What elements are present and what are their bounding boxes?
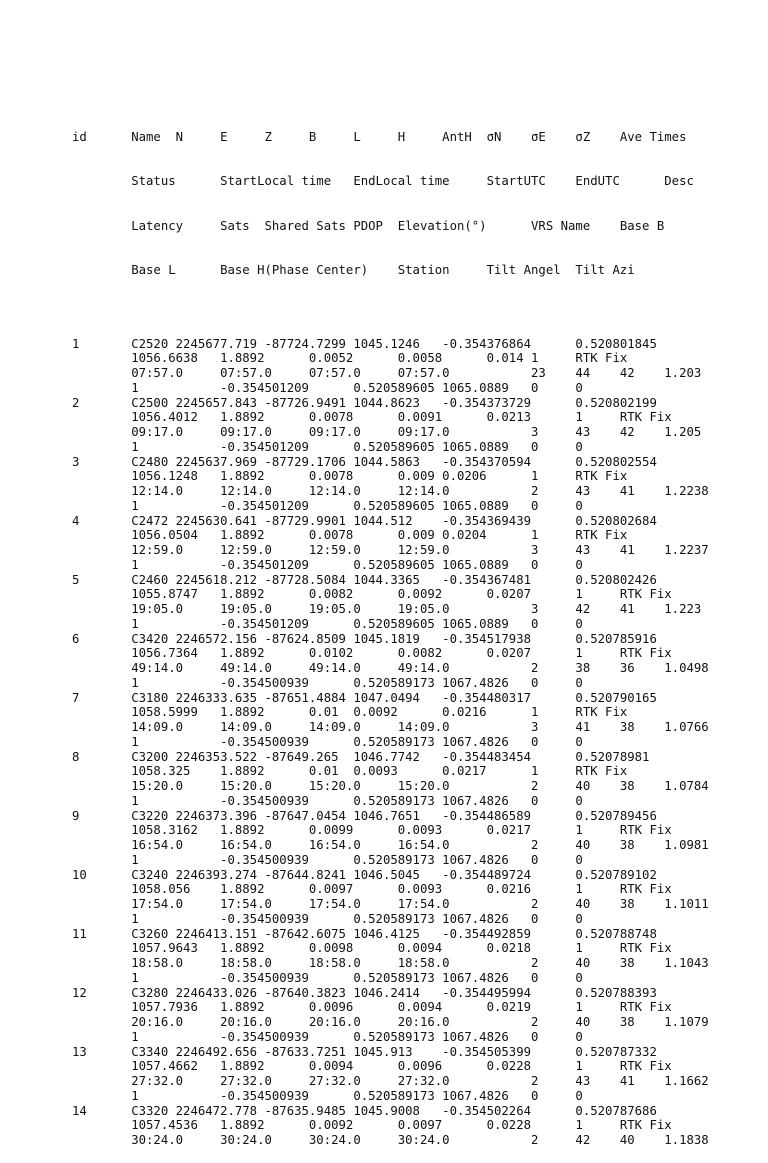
table-row bbox=[72, 986, 709, 1045]
record-line: 1 -0.354500939 0.520589173 1067.4826 0 0 bbox=[72, 1088, 583, 1103]
record-line: 1 -0.354501209 0.520589605 1065.0889 0 0 bbox=[72, 616, 583, 631]
record-line: 1 -0.354501209 0.520589605 1065.0889 0 0 bbox=[72, 557, 583, 572]
record-line: 15:20.0 15:20.0 15:20.0 15:20.0 2 40 38 1.0784 bbox=[72, 779, 709, 793]
record-line: 1 -0.354500939 0.520589173 1067.4826 0 0 bbox=[72, 793, 583, 808]
record-line: 1056.6638 1.8892 0.0052 0.0058 0.014 1 RTK Fix bbox=[72, 351, 628, 366]
record-line: 1058.5999 1.8892 0.01 0.0092 0.0216 1 RTK Fix bbox=[72, 705, 628, 720]
table-row bbox=[72, 337, 709, 396]
record-line: 1 -0.354500939 0.520589173 1067.4826 0 0 bbox=[72, 675, 583, 690]
table-header bbox=[72, 101, 709, 308]
table-row bbox=[72, 927, 709, 986]
table-row bbox=[72, 1045, 709, 1104]
record-line: 7 C3180 2246333.635 -87651.4884 1047.0494 -0.354480317 0.520790165 bbox=[72, 690, 657, 705]
record-line: 1058.325 1.8892 0.01 0.0093 0.0217 1 RTK Fix bbox=[72, 764, 628, 779]
record-line: 1 -0.354500939 0.520589173 1067.4826 0 0 bbox=[72, 852, 583, 867]
record-line: 1 -0.354501209 0.520589605 1065.0889 0 0 bbox=[72, 439, 583, 454]
record-line: 1056.1248 1.8892 0.0078 0.009 0.0206 1 RTK Fix bbox=[72, 469, 628, 484]
record-line: 14 C3320 2246472.778 -87635.9485 1045.9008 -0.354502264 0.520787686 bbox=[72, 1103, 657, 1118]
record-line: 1057.9643 1.8892 0.0098 0.0094 0.0218 1 RTK Fix bbox=[72, 941, 672, 956]
record-line: 1 -0.354501209 0.520589605 1065.0889 0 0 bbox=[72, 498, 583, 513]
record-line: 17:54.0 17:54.0 17:54.0 17:54.0 2 40 38 1.1011 bbox=[72, 897, 709, 911]
table-row bbox=[72, 632, 709, 691]
record-line: 09:17.0 09:17.0 09:17.0 09:17.0 3 43 42 1.205 bbox=[72, 425, 702, 439]
record-line: 20:16.0 20:16.0 20:16.0 20:16.0 2 40 38 1.1079 bbox=[72, 1015, 709, 1029]
header-line: Latency Sats Shared Sats PDOP Elevation(°) VRS Name Base B bbox=[72, 218, 665, 233]
record-line: 30:24.0 30:24.0 30:24.0 30:24.0 2 42 40 1.1838 bbox=[72, 1133, 709, 1147]
record-line: 1 -0.354500939 0.520589173 1067.4826 0 0 bbox=[72, 911, 583, 926]
record-line: 19:05.0 19:05.0 19:05.0 19:05.0 3 42 41 1.223 bbox=[72, 602, 702, 616]
record-line: 2 C2500 2245657.843 -87726.9491 1044.8623 -0.354373729 0.520802199 bbox=[72, 395, 657, 410]
record-line: 1056.7364 1.8892 0.0102 0.0082 0.0207 1 RTK Fix bbox=[72, 646, 672, 661]
record-line: 12:14.0 12:14.0 12:14.0 12:14.0 2 43 41 1.2238 bbox=[72, 484, 709, 498]
record-line: 1057.4662 1.8892 0.0094 0.0096 0.0228 1 RTK Fix bbox=[72, 1059, 672, 1074]
record-line: 1057.7936 1.8892 0.0096 0.0094 0.0219 1 RTK Fix bbox=[72, 1000, 672, 1015]
table-row bbox=[72, 396, 709, 455]
record-line: 14:09.0 14:09.0 14:09.0 14:09.0 3 41 38 1.0766 bbox=[72, 720, 709, 734]
record-line: 9 C3220 2246373.396 -87647.0454 1046.7651 -0.354486589 0.520789456 bbox=[72, 808, 657, 823]
records-list bbox=[72, 337, 709, 1148]
record-line: 1056.0504 1.8892 0.0078 0.009 0.0204 1 RTK Fix bbox=[72, 528, 628, 543]
record-line: 11 C3260 2246413.151 -87642.6075 1046.4125 -0.354492859 0.520788748 bbox=[72, 926, 657, 941]
record-line: 12 C3280 2246433.026 -87640.3823 1046.2414 -0.354495994 0.520788393 bbox=[72, 985, 657, 1000]
record-line: 27:32.0 27:32.0 27:32.0 27:32.0 2 43 41 1.1662 bbox=[72, 1074, 709, 1088]
record-line: 49:14.0 49:14.0 49:14.0 49:14.0 2 38 36 1.0498 bbox=[72, 661, 709, 675]
table-row bbox=[72, 514, 709, 573]
record-line: 1058.3162 1.8892 0.0099 0.0093 0.0217 1 RTK Fix bbox=[72, 823, 672, 838]
record-line: 1057.4536 1.8892 0.0092 0.0097 0.0228 1 RTK Fix bbox=[72, 1118, 672, 1133]
record-line: 1 -0.354500939 0.520589173 1067.4826 0 0 bbox=[72, 970, 583, 985]
record-line: 18:58.0 18:58.0 18:58.0 18:58.0 2 40 38 1.1043 bbox=[72, 956, 709, 970]
table-row bbox=[72, 573, 709, 632]
record-line: 1056.4012 1.8892 0.0078 0.0091 0.0213 1 RTK Fix bbox=[72, 410, 672, 425]
record-line: 1055.8747 1.8892 0.0082 0.0092 0.0207 1 RTK Fix bbox=[72, 587, 672, 602]
record-line: 5 C2460 2245618.212 -87728.5084 1044.3365 -0.354367481 0.520802426 bbox=[72, 572, 657, 587]
record-line: 12:59.0 12:59.0 12:59.0 12:59.0 3 43 41 1.2237 bbox=[72, 543, 709, 557]
table-row bbox=[72, 1104, 709, 1148]
record-line: 16:54.0 16:54.0 16:54.0 16:54.0 2 40 38 1.0981 bbox=[72, 838, 709, 852]
header-line: id Name N E Z B L H AntH σN σE σZ Ave Times bbox=[72, 130, 687, 144]
header-line: Status StartLocal time EndLocal time StartUTC EndUTC Desc bbox=[72, 174, 694, 189]
record-line: 13 C3340 2246492.656 -87633.7251 1045.913 -0.354505399 0.520787332 bbox=[72, 1044, 657, 1059]
record-line: 3 C2480 2245637.969 -87729.1706 1044.5863 -0.354370594 0.520802554 bbox=[72, 454, 657, 469]
document-page bbox=[72, 71, 709, 1163]
record-line: 1058.056 1.8892 0.0097 0.0093 0.0216 1 RTK Fix bbox=[72, 882, 672, 897]
table-row bbox=[72, 868, 709, 927]
record-line: 1 -0.354500939 0.520589173 1067.4826 0 0 bbox=[72, 734, 583, 749]
record-line: 1 -0.354501209 0.520589605 1065.0889 0 0 bbox=[72, 380, 583, 395]
record-line: 4 C2472 2245630.641 -87729.9901 1044.512 -0.354369439 0.520802684 bbox=[72, 513, 657, 528]
record-line: 1 -0.354500939 0.520589173 1067.4826 0 0 bbox=[72, 1029, 583, 1044]
table-row bbox=[72, 750, 709, 809]
header-line: Base L Base H(Phase Center) Station Tilt Angel Tilt Azi bbox=[72, 262, 635, 277]
table-row bbox=[72, 809, 709, 868]
record-line: 6 C3420 2246572.156 -87624.8509 1045.1819 -0.354517938 0.520785916 bbox=[72, 631, 657, 646]
record-line: 10 C3240 2246393.274 -87644.8241 1046.5045 -0.354489724 0.520789102 bbox=[72, 867, 657, 882]
table-row bbox=[72, 455, 709, 514]
record-line: 07:57.0 07:57.0 07:57.0 07:57.0 23 44 42 1.203 bbox=[72, 366, 702, 380]
record-line: 1 C2520 2245677.719 -87724.7299 1045.1246 -0.354376864 0.520801845 bbox=[72, 336, 657, 351]
record-line: 8 C3200 2246353.522 -87649.265 1046.7742 -0.354483454 0.52078981 bbox=[72, 749, 650, 764]
table-row bbox=[72, 691, 709, 750]
